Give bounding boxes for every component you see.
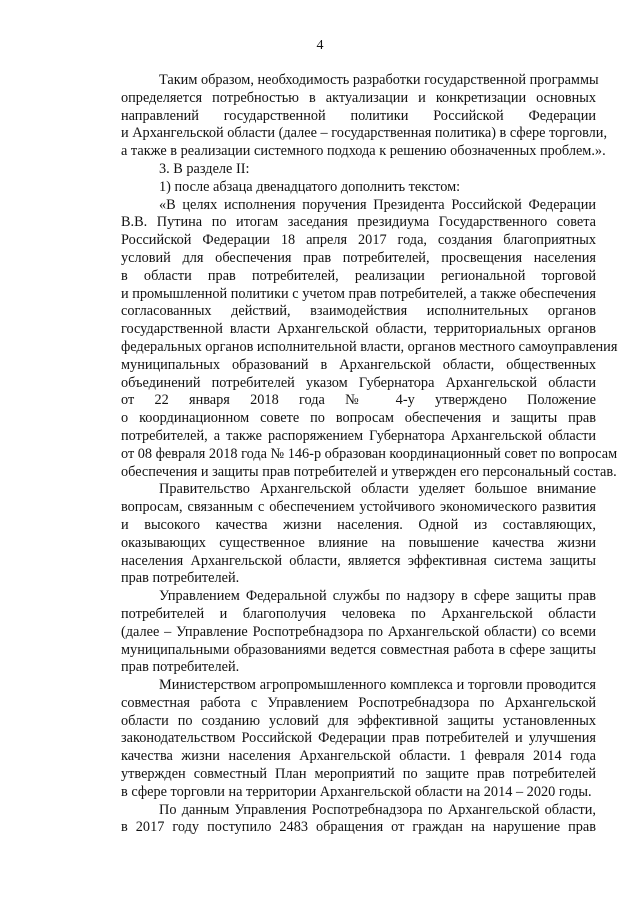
text-line: условий для обеспечения прав потребителей, просвещения населения bbox=[121, 249, 596, 266]
text-line: потребителей и благополучия человека по Архангельской области bbox=[121, 605, 596, 622]
paragraph-intro-conclusion bbox=[121, 72, 608, 161]
text-line: В.В. Путина по итогам заседания президиума Государственного совета bbox=[121, 214, 596, 231]
list-item-subsection-1 bbox=[121, 179, 596, 197]
text-line: от 08 февраля 2018 года № 146-р образован координационный совет по вопросам bbox=[121, 445, 618, 462]
text-line: потребителей, а также распоряжением Губернатора Архангельской области bbox=[121, 427, 596, 444]
text-line: государственной власти Архангельской области, территориальных органов bbox=[121, 321, 596, 338]
text-line: Российской Федерации 18 апреля 2017 года, создания благоприятных bbox=[121, 232, 596, 249]
text-line: обеспечения и защиты прав потребителей и утвержден его персональный состав. bbox=[121, 463, 617, 480]
text-line: оказывающих существенное влияние на повышение качества жизни bbox=[121, 534, 596, 551]
text-line: Таким образом, необходимость разработки государственной программы bbox=[159, 72, 599, 88]
text-line: и промышленной политики с учетом прав потребителей, а также обеспечения bbox=[121, 285, 596, 302]
paragraph-presidential-order bbox=[121, 196, 618, 482]
text-line: в 2017 году поступило 2483 обращения от граждан на нарушение прав bbox=[121, 819, 596, 836]
text-line: федеральных органов исполнительной власти, органов местного самоуправления bbox=[121, 338, 618, 355]
text-line: законодательством Российской Федерации прав потребителей и улучшения bbox=[121, 730, 596, 747]
text-line: прав потребителей. bbox=[121, 659, 240, 676]
text-line: и высокого качества жизни населения. Одной из составляющих, bbox=[121, 516, 596, 533]
text-line: согласованных действий, взаимодействия исполнительных органов bbox=[121, 303, 596, 320]
document-body bbox=[121, 72, 618, 837]
paragraph-complaints-statistics bbox=[121, 802, 596, 838]
text-line: и Архангельской области (далее – государственная политика) в сфере торговли, bbox=[121, 125, 608, 142]
text-line: прав потребителей. bbox=[121, 570, 240, 587]
list-item-section-3 bbox=[121, 161, 596, 179]
paragraph-rospotrebnadzor bbox=[121, 588, 596, 677]
text-line: утвержден совместный План мероприятий по защите прав потребителей bbox=[121, 766, 596, 783]
text-line: Министерством агропромышленного комплекса и торговли проводится bbox=[159, 677, 596, 694]
text-line: области по созданию условий для эффективной защиты установленных bbox=[121, 712, 596, 729]
text-line: 1) после абзаца двенадцатого дополнить текстом: bbox=[159, 178, 461, 195]
text-line: вопросам, связанным с обеспечением устойчивого экономического развития bbox=[121, 499, 596, 516]
text-line: объединений потребителей указом Губернатора Архангельской области bbox=[121, 374, 596, 391]
text-line: (далее – Управление Роспотребнадзора по Архангельской области) со всеми bbox=[121, 623, 596, 640]
paragraph-government-attention bbox=[121, 481, 596, 588]
text-line: муниципальных образований в Архангельской области, общественных bbox=[121, 356, 596, 373]
page-number: 4 bbox=[316, 38, 324, 53]
text-line: Правительство Архангельской области уделяет большое внимание bbox=[159, 481, 596, 498]
text-line: о координационном совете по вопросам обеспечения и защиты прав bbox=[121, 410, 596, 427]
text-line: от 22 января 2018 года № 4-у утверждено Положение bbox=[121, 392, 596, 409]
paragraph-ministry-plan bbox=[121, 677, 596, 802]
text-line: направлений государственной политики Российской Федерации bbox=[121, 107, 596, 124]
text-line: определяется потребностью в актуализации и конкретизации основных bbox=[121, 89, 596, 106]
text-line: «В целях исполнения поручения Президента Российской Федерации bbox=[159, 196, 596, 213]
text-line: Управлением Федеральной службы по надзору в сфере защиты прав bbox=[159, 588, 596, 605]
text-line: населения Архангельской области, является эффективная система защиты bbox=[121, 552, 596, 569]
text-line: а также в реализации системного подхода к решению обозначенных проблем.». bbox=[121, 143, 606, 160]
text-line: в сфере торговли на территории Архангельской области на 2014 – 2020 годы. bbox=[121, 783, 592, 800]
text-line: 3. В разделе II: bbox=[159, 160, 250, 177]
text-line: совместная работа с Управлением Роспотребнадзора по Архангельской bbox=[121, 694, 596, 711]
text-line: в области прав потребителей, реализации региональной торговой bbox=[121, 267, 596, 284]
text-line: По данным Управления Роспотребнадзора по Архангельской области, bbox=[159, 801, 596, 818]
text-line: муниципальными образованиями ведется совместная работа в сфере защиты bbox=[121, 641, 596, 658]
text-line: качества жизни населения Архангельской области. 1 февраля 2014 года bbox=[121, 748, 596, 765]
